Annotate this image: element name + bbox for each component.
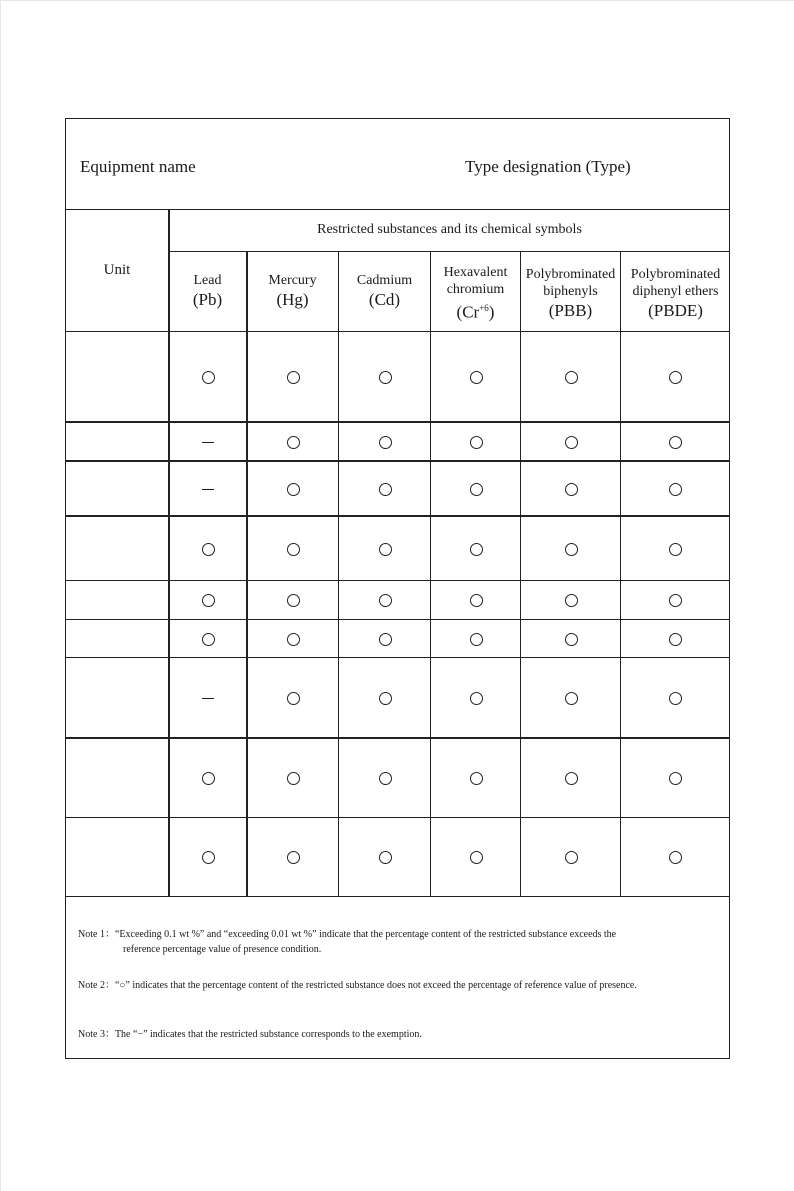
substance-name: Cadmium [356, 273, 413, 288]
table-cell [339, 517, 431, 581]
chemical-symbol: $(Cr^{+6})$ [456, 302, 495, 322]
note-text: “Exceeding 0.1 wt %” and “exceeding 0.01 wt %” indicate that the percentage content of the restricted substance exceeds the [114, 929, 617, 940]
compliant-circle-mark [287, 436, 300, 449]
compliant-circle-mark [565, 371, 578, 384]
substance-name: biphenyls [543, 284, 598, 299]
exemption-dash-mark [202, 442, 214, 443]
chemical-symbol: (Pb) [192, 290, 223, 309]
compliant-circle-mark [287, 371, 300, 384]
row-unit-cell [66, 462, 168, 517]
compliant-circle-mark [669, 692, 682, 705]
note-label: Note 1： [78, 929, 115, 940]
compliant-circle-mark [669, 543, 682, 556]
compliant-circle-mark [202, 633, 215, 646]
table-cell [431, 517, 521, 581]
compliant-circle-mark [202, 371, 215, 384]
note-label: Note 2： [78, 980, 115, 991]
column-header-mercury [247, 272, 338, 308]
table-cell [247, 462, 339, 517]
header-divider [65, 209, 730, 210]
compliant-circle-mark [470, 851, 483, 864]
compliant-circle-mark [379, 436, 392, 449]
compliant-circle-mark [669, 851, 682, 864]
compliant-circle-mark [565, 594, 578, 607]
column-header-cadmium [339, 272, 430, 308]
table-cell [169, 658, 247, 739]
table-cell [431, 462, 521, 517]
compliant-circle-mark [565, 692, 578, 705]
table-cell [521, 581, 621, 620]
row-unit-cell [66, 581, 168, 620]
table-cell [431, 739, 521, 818]
table-cell [621, 620, 730, 658]
compliant-circle-mark [470, 633, 483, 646]
chemical-symbol: (PBDE) [648, 301, 703, 320]
equipment-name-label: Equipment name [80, 157, 196, 176]
notes-divider [65, 896, 730, 897]
table-cell [521, 517, 621, 581]
table-cell [431, 658, 521, 739]
table-cell [431, 422, 521, 462]
table-cell [521, 422, 621, 462]
table-cell [431, 818, 521, 896]
compliant-circle-mark [565, 851, 578, 864]
table-cell [621, 332, 730, 422]
table-cell [169, 739, 247, 818]
note-1 [78, 927, 616, 942]
unit-header: Unit [103, 262, 131, 278]
row-unit-cell [66, 739, 168, 818]
compliant-circle-mark [379, 371, 392, 384]
table-cell [521, 332, 621, 422]
compliant-circle-mark [669, 371, 682, 384]
compliant-circle-mark [202, 772, 215, 785]
table-cell [339, 739, 431, 818]
table-cell [339, 818, 431, 896]
note-1-continuation: reference percentage value of presence condition. [123, 944, 322, 955]
note-label: Note 3： [78, 1029, 115, 1040]
compliant-circle-mark [379, 483, 392, 496]
table-cell [621, 422, 730, 462]
table-cell [339, 620, 431, 658]
compliant-circle-mark [287, 543, 300, 556]
compliant-circle-mark [565, 633, 578, 646]
table-cell [621, 517, 730, 581]
table-cell [247, 581, 339, 620]
table-cell [621, 581, 730, 620]
compliant-circle-mark [470, 692, 483, 705]
table-cell [169, 581, 247, 620]
substance-name: Mercury [268, 273, 317, 288]
table-cell [431, 581, 521, 620]
chemical-symbol: (Cd) [368, 290, 401, 309]
substance-name: Hexavalent [443, 265, 508, 280]
substance-name: Lead [193, 273, 222, 288]
restricted-title-divider [169, 251, 730, 252]
table-cell [521, 818, 621, 896]
table-cell [621, 818, 730, 896]
column-header-lead [169, 272, 246, 308]
restricted-substances-title: Restricted substances and its chemical symbols [317, 222, 582, 237]
compliant-circle-mark [379, 594, 392, 607]
exemption-dash-mark [202, 698, 214, 699]
note-3 [78, 1027, 422, 1042]
compliant-circle-mark [287, 692, 300, 705]
chemical-symbol: (PBB) [548, 301, 593, 320]
type-designation-label: Type designation (Type) [465, 157, 631, 176]
compliant-circle-mark [470, 436, 483, 449]
compliant-circle-mark [379, 633, 392, 646]
compliant-circle-mark [669, 772, 682, 785]
table-cell [247, 517, 339, 581]
row-unit-cell [66, 517, 168, 581]
compliant-circle-mark [565, 772, 578, 785]
compliant-circle-mark [287, 483, 300, 496]
table-cell [247, 818, 339, 896]
table-cell [339, 332, 431, 422]
compliant-circle-mark [287, 851, 300, 864]
row-unit-cell [66, 658, 168, 739]
compliant-circle-mark [565, 436, 578, 449]
compliant-circle-mark [669, 436, 682, 449]
substance-name: diphenyl ethers [632, 284, 719, 299]
table-cell [247, 739, 339, 818]
table-cell [247, 422, 339, 462]
table-cell [169, 818, 247, 896]
table-cell [169, 517, 247, 581]
table-cell [521, 462, 621, 517]
compliant-circle-mark [470, 543, 483, 556]
table-cell [521, 620, 621, 658]
compliant-circle-mark [470, 594, 483, 607]
note-text: The “−” indicates that the restricted substance corresponds to the exemption. [114, 1029, 422, 1040]
table-cell [431, 620, 521, 658]
compliant-circle-mark [669, 633, 682, 646]
table-cell [339, 581, 431, 620]
compliant-circle-mark [202, 543, 215, 556]
compliant-circle-mark [470, 483, 483, 496]
table-cell [169, 620, 247, 658]
table-cell [621, 739, 730, 818]
compliant-circle-mark [379, 851, 392, 864]
table-cell [521, 739, 621, 818]
column-header-pbb [521, 266, 620, 319]
table-cell [247, 332, 339, 422]
column-header-hexavalent-chromium [431, 264, 520, 321]
chemical-symbol: (Hg) [276, 290, 309, 309]
exemption-dash-mark [202, 489, 214, 490]
table-cell [521, 658, 621, 739]
row-unit-cell [66, 422, 168, 462]
compliant-circle-mark [669, 594, 682, 607]
table-cell [621, 658, 730, 739]
row-unit-cell [66, 332, 168, 422]
compliant-circle-mark [202, 851, 215, 864]
compliant-circle-mark [379, 543, 392, 556]
note-2 [78, 978, 637, 993]
compliant-circle-mark [287, 772, 300, 785]
table-cell [339, 658, 431, 739]
row-unit-cell [66, 620, 168, 658]
table-cell [169, 332, 247, 422]
compliant-circle-mark [379, 772, 392, 785]
table-cell [431, 332, 521, 422]
substance-name: Polybrominated [525, 267, 616, 282]
compliant-circle-mark [287, 594, 300, 607]
table-cell [169, 422, 247, 462]
compliant-circle-mark [565, 543, 578, 556]
compliant-circle-mark [470, 772, 483, 785]
compliant-circle-mark [669, 483, 682, 496]
substance-name: Polybrominated [630, 267, 721, 282]
compliant-circle-mark [379, 692, 392, 705]
table-cell [169, 462, 247, 517]
table-cell [247, 620, 339, 658]
compliant-circle-mark [202, 594, 215, 607]
compliant-circle-mark [287, 633, 300, 646]
compliant-circle-mark [470, 371, 483, 384]
substance-name: chromium [446, 282, 505, 297]
note-text: “○” indicates that the percentage content of the restricted substance does not exceed the percentage of reference value of presence. [114, 980, 637, 991]
table-cell [247, 658, 339, 739]
column-header-pbde [621, 266, 730, 319]
compliant-circle-mark [565, 483, 578, 496]
row-unit-cell [66, 818, 168, 896]
table-cell [621, 462, 730, 517]
table-cell [339, 462, 431, 517]
table-cell [339, 422, 431, 462]
